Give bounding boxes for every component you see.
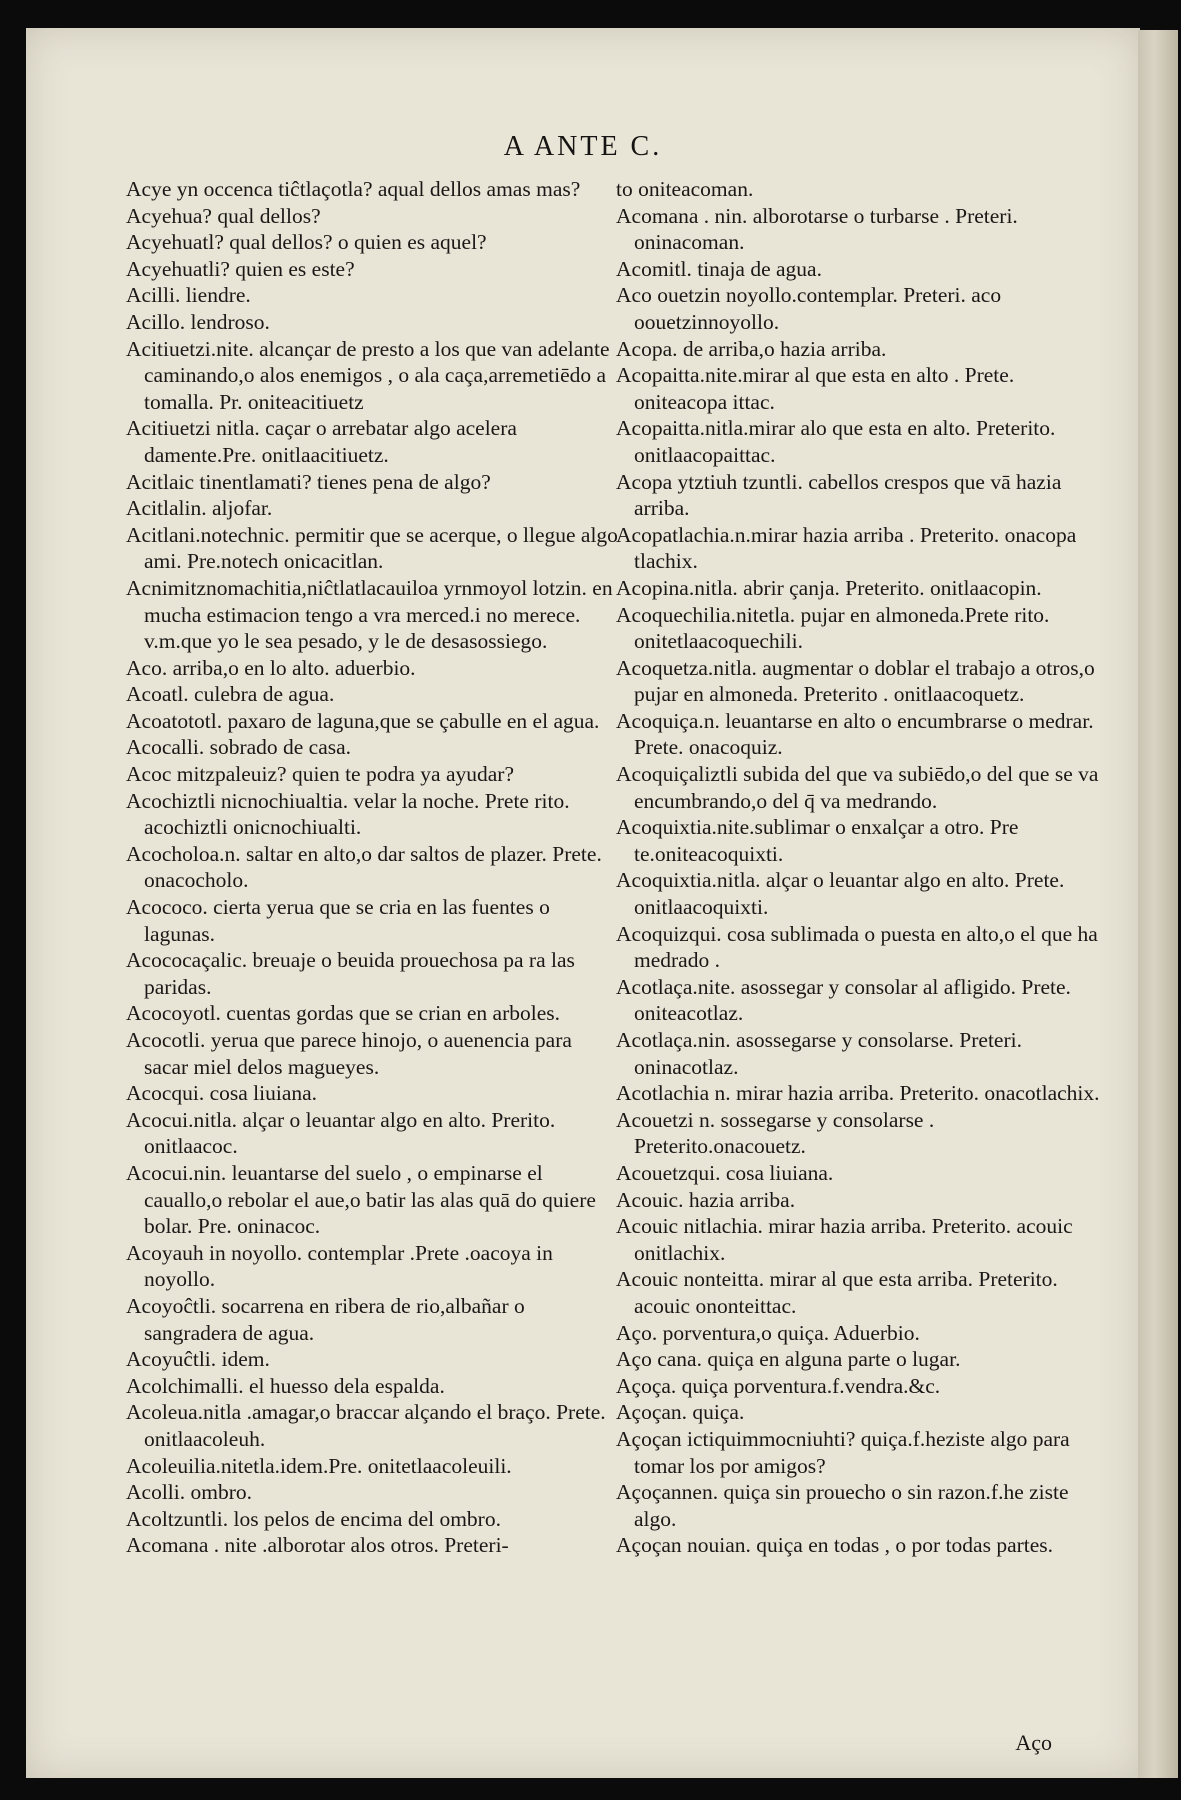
right-column — [616, 176, 1111, 1559]
dictionary-entry: Acoquixtia.nitla. alçar o leuantar algo en alto. Prete. onitlaacoquixti. — [616, 868, 1065, 920]
dictionary-entry: Acouic nitlachia. mirar hazia arriba. Preterito. acouic onitlachix. — [616, 1214, 1073, 1265]
dictionary-entry: Acoquechilia.nitetla. pujar en almoneda.Prete rito. onitetlaacoquechili. — [616, 602, 1050, 654]
dictionary-entry: Açoçannen. quiça sin prouecho o sin razon.f.he ziste algo. — [616, 1480, 1069, 1531]
dictionary-entry: Açoçan ictiquimmocniuhti? quiça.f.heziste algo para tomar los por amigos? — [616, 1426, 1070, 1478]
dictionary-entry: Acoquixtia.nite.sublimar o enxalçar a otro. Pre te.oniteacoquixti. — [616, 815, 1019, 866]
dictionary-entry: Acoquizqui. cosa sublimada o puesta en alto,o el que ha medrado . — [616, 921, 1098, 973]
dictionary-entry: Acotlaça.nite. asossegar y consolar al afligido. Prete. oniteacotlaz. — [616, 974, 1071, 1026]
dictionary-entry: Acoatl. culebra de agua. — [126, 682, 335, 707]
dictionary-entry: Acoyauh in noyollo. contemplar .Prete .oacoya in noyollo. — [126, 1240, 553, 1292]
dictionary-entry: Acoquiça.n. leuantarse en alto o encumbrarse o medrar. Prete. onacoquiz. — [616, 708, 1094, 760]
dictionary-entry: Acolli. ombro. — [126, 1480, 252, 1505]
dictionary-entry: Acoquetza.nitla. augmentar o doblar el trabajo a otros,o pujar en almoneda. Preterito . onitlaacoquetz. — [616, 655, 1095, 707]
dictionary-entry: Acyehua? qual dellos? — [126, 203, 321, 228]
dictionary-entry: Acopina.nitla. abrir çanja. Preterito. onitlaacopin. — [616, 575, 1042, 600]
dictionary-entry: Acoltzuntli. los pelos de encima del ombro. — [126, 1506, 501, 1531]
dictionary-entry: Acoatototl. paxaro de laguna,que se çabulle en el agua. — [126, 708, 600, 733]
dictionary-page — [26, 28, 1140, 1778]
dictionary-entry: Acoyuĉtli. idem. — [126, 1347, 270, 1372]
dictionary-entry: Acyehuatli? quien es este? — [126, 256, 355, 281]
dictionary-entry: Aco ouetzin noyollo.contemplar. Preteri. aco oouetzinnoyollo. — [616, 283, 1002, 334]
catchword: Aço — [1015, 1730, 1052, 1755]
dictionary-entry: Acopa ytztiuh tzuntli. cabellos crespos que vā hazia arriba. — [616, 469, 1062, 521]
dictionary-entry: Acochiztli nicnochiualtia. velar la noche. Prete rito. acochiztli onicnochiualti. — [126, 788, 570, 840]
running-head: A ANTE C. — [503, 131, 663, 162]
dictionary-entry: Acocotli. yerua que parece hinojo, o auenencia para sacar miel delos magueyes. — [126, 1028, 572, 1079]
dictionary-entry: Acocqui. cosa liuiana. — [126, 1081, 318, 1106]
dictionary-entry: Acouetzi n. sossegarse y consolarse . Preterito.onacouetz. — [616, 1107, 935, 1159]
dictionary-entry: Acnimitznomachitia,niĉtlatlacauiloa yrnmoyol lotzin. en mucha estimacion tengo a vra merced.i no merece. v.m.que yo le sea pesado, y le de desasossiego. — [126, 575, 613, 654]
dictionary-entry: Acitiuetzi.nite. alcançar de presto a los que van adelante caminando,o alos enemigos , o ala caça,arremetiēdo a tomalla. Pr. oniteacitiuetz — [126, 336, 610, 414]
dictionary-entry: Acomana . nin. alborotarse o turbarse . Preteri. oninacoman. — [616, 203, 1018, 255]
dictionary-entry: Acyehuatl? qual dellos? o quien es aquel? — [126, 230, 487, 255]
dictionary-entry: Acoyoĉtli. socarrena en ribera de rio,albañar o sangradera de agua. — [126, 1293, 525, 1345]
dictionary-entry: Acococaçalic. breuaje o beuida prouechosa pa ra las paridas. — [126, 948, 575, 999]
left-column — [126, 176, 621, 1559]
dictionary-entry: Acomana . nite .alborotar alos otros. Preteri- — [126, 1533, 509, 1558]
dictionary-entry: Aço cana. quiça en alguna parte o lugar. — [616, 1347, 961, 1372]
dictionary-entry: Acitlani.notechnic. permitir que se acerque, o llegue algo ami. Pre.notech onicacitlan. — [126, 522, 618, 574]
dictionary-entry: Acocholoa.n. saltar en alto,o dar saltos de plazer. Prete. onacocholo. — [126, 841, 602, 893]
dictionary-entry: Acolchimalli. el huesso dela espalda. — [126, 1373, 445, 1398]
dictionary-entry: Acouic. hazia arriba. — [616, 1187, 796, 1212]
dictionary-entry: Acouetzqui. cosa liuiana. — [616, 1160, 834, 1185]
dictionary-entry: Acillo. lendroso. — [126, 309, 270, 334]
dictionary-entry: Acilli. liendre. — [126, 283, 251, 308]
dictionary-entry: Acococo. cierta yerua que se cria en las fuentes o lagunas. — [126, 895, 550, 946]
dictionary-entry: Acopa. de arriba,o hazia arriba. — [616, 336, 887, 361]
dictionary-entry: Acopaitta.nite.mirar al que esta en alto . Prete. oniteacopa ittac. — [616, 363, 1015, 414]
adjacent-page-edge — [1138, 30, 1178, 1778]
dictionary-entry: to oniteacoman. — [616, 177, 754, 201]
dictionary-entry: Açoçan. quiça. — [616, 1400, 745, 1425]
dictionary-entry: Acotlachia n. mirar hazia arriba. Preterito. onacotlachix. — [616, 1081, 1100, 1106]
dictionary-entry: Acitiuetzi nitla. caçar o arrebatar algo acelera damente.Pre. onitlaacitiuetz. — [126, 416, 517, 467]
dictionary-entry: Acoquiçaliztli subida del que va subiēdo,o del que se va encumbrando,o del q̄ va medrando. — [616, 762, 1099, 813]
dictionary-entry: Aço. porventura,o quiça. Aduerbio. — [616, 1320, 920, 1345]
dictionary-entry: Aco. arriba,o en lo alto. aduerbio. — [126, 655, 416, 680]
dictionary-entry: Açoça. quiça porventura.f.vendra.&c. — [616, 1373, 941, 1398]
dictionary-entry: Açoçan nouian. quiça en todas , o por todas partes. — [616, 1533, 1054, 1558]
dictionary-entry: Acoleuilia.nitetla.idem.Pre. onitetlaacoleuili. — [126, 1453, 512, 1478]
dictionary-entry: Acocui.nin. leuantarse del suelo , o empinarse el cauallo,o rebolar el aue,o batir las alas quā do quiere bolar. Pre. oninacoc. — [126, 1160, 596, 1239]
dictionary-entry: Acoleua.nitla .amagar,o braccar alçando el braço. Prete. onitlaacoleuh. — [126, 1400, 606, 1451]
dictionary-entry: Acomitl. tinaja de agua. — [616, 256, 822, 281]
dictionary-entry: Acocalli. sobrado de casa. — [126, 735, 352, 760]
dictionary-entry: Acouic nonteitta. mirar al que esta arriba. Preterito. acouic ononteittac. — [616, 1267, 1058, 1318]
dictionary-entry: Acocui.nitla. alçar o leuantar algo en alto. Prerito. onitlaacoc. — [126, 1107, 556, 1159]
dictionary-entry: Acoc mitzpaleuiz? quien te podra ya ayudar? — [126, 762, 515, 787]
dictionary-entry: Acopaitta.nitla.mirar alo que esta en alto. Preterito. onitlaacopaittac. — [616, 416, 1056, 467]
dictionary-entry: Acitlalin. aljofar. — [126, 496, 273, 521]
dictionary-entry: Acitlaic tinentlamati? tienes pena de algo? — [126, 469, 491, 494]
dictionary-entry: Acye yn occenca tiĉtlaçotla? aqual dellos amas mas? — [126, 177, 581, 201]
dictionary-entry: Acotlaça.nin. asossegarse y consolarse. Preteri. oninacotlaz. — [616, 1028, 1022, 1079]
dictionary-entry: Acopatlachia.n.mirar hazia arriba . Preterito. onacopa tlachix. — [616, 522, 1077, 574]
dictionary-entry: Acocoyotl. cuentas gordas que se crian en arboles. — [126, 1001, 561, 1026]
